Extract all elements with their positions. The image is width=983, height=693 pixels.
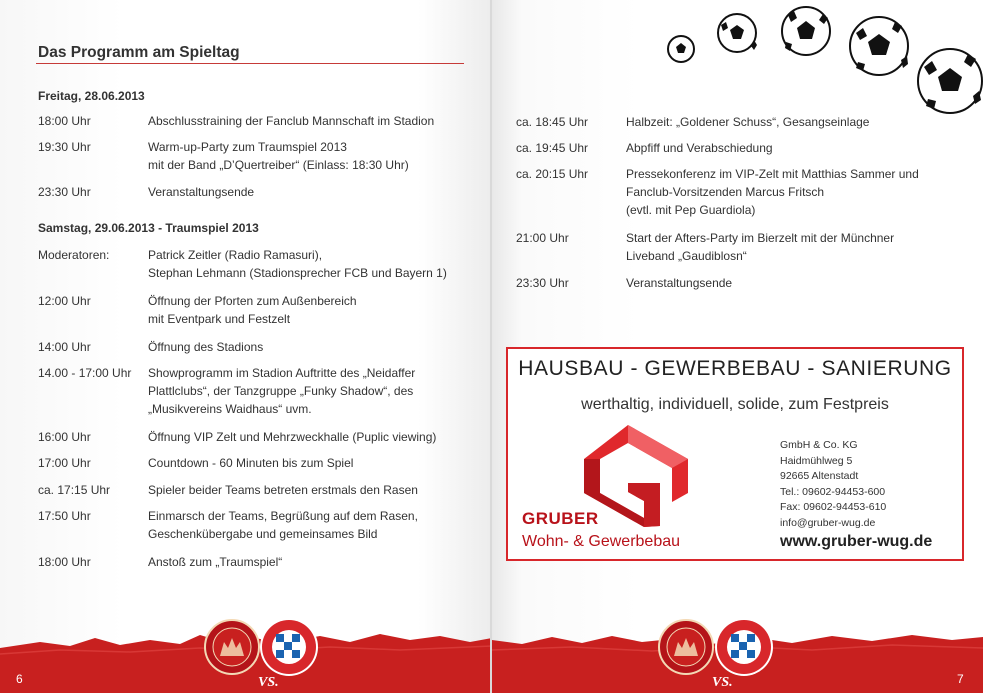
row-desc: Öffnung VIP Zelt und Mehrzweckhalle (Puplic viewing) — [148, 430, 437, 444]
row-desc: Abschlusstraining der Fanclub Mannschaft im Stadion — [148, 114, 435, 128]
gruber-logo-icon — [584, 425, 690, 527]
row-desc: Start der Afters-Party im Bierzelt mit der Münchner — [626, 231, 895, 245]
row-desc: Halbzeit: „Goldener Schuss“, Gesangseinlage — [626, 115, 870, 129]
ad-brand-name: GRUBER — [522, 509, 599, 528]
ad-website[interactable]: www.gruber-wug.de — [780, 533, 933, 550]
row-time: ca. 17:15 Uhr — [38, 483, 111, 497]
ad-subline: werthaltig, individuell, solide, zum Festpreis — [581, 396, 889, 413]
row-desc: Liveband „Gaudiblosn“ — [626, 249, 747, 263]
row-time: 23:30 Uhr — [516, 276, 569, 290]
row-desc: Öffnung des Stadions — [148, 340, 264, 354]
row-desc: Warm-up-Party zum Traumspiel 2013 — [148, 140, 347, 154]
row-desc: Veranstaltungsende — [626, 276, 733, 290]
page-number-left: 6 — [16, 672, 23, 686]
row-time: Moderatoren: — [38, 248, 110, 262]
row-desc: Pressekonferenz im VIP-Zelt mit Matthias Sammer und — [626, 167, 919, 181]
row-time: ca. 18:45 Uhr — [516, 115, 589, 129]
row-time: 12:00 Uhr — [38, 294, 91, 308]
ad-email[interactable]: info@gruber-wug.de — [780, 516, 876, 529]
row-time: ca. 20:15 Uhr — [516, 167, 589, 181]
football-icon — [668, 36, 694, 62]
footer-banner — [0, 610, 492, 693]
row-desc: Fanclub-Vorsitzenden Marcus Fritsch — [626, 185, 825, 199]
ad-brand-sub: Wohn- & Gewerbebau — [522, 533, 681, 550]
right-page — [492, 0, 983, 693]
football-icon — [850, 17, 908, 75]
ad-info-line: GmbH & Co. KG — [780, 439, 858, 451]
row-time: 21:00 Uhr — [516, 231, 569, 245]
row-desc: Patrick Zeitler (Radio Ramasuri), — [148, 248, 323, 262]
row-time: 16:00 Uhr — [38, 430, 91, 444]
row-desc: Öffnung der Pforten zum Außenbereich — [148, 294, 357, 308]
row-desc: Stephan Lehmann (Stadionsprecher FCB und Bayern 1) — [148, 266, 447, 280]
row-time: 17:50 Uhr — [38, 509, 91, 523]
page-heading: Das Programm am Spieltag — [38, 44, 240, 61]
ad-info-line: 92665 Altenstadt — [780, 470, 859, 482]
row-time: ca. 19:45 Uhr — [516, 141, 589, 155]
row-time: 19:30 Uhr — [38, 140, 91, 154]
row-desc: Einmarsch der Teams, Begrüßung auf dem Rasen, — [148, 509, 418, 523]
section-title-friday: Freitag, 28.06.2013 — [38, 89, 145, 103]
ad-headline: HAUSBAU - GEWERBEBAU - SANIERUNG — [518, 357, 952, 380]
football-decoration — [492, 0, 983, 120]
gruber-advertisement — [506, 347, 964, 561]
row-desc: Showprogramm im Stadion Auftritte des „Neidaffer — [148, 366, 416, 380]
fc-bayern-crest-icon — [715, 618, 773, 676]
row-desc: Countdown - 60 Minuten bis zum Spiel — [148, 456, 354, 470]
row-desc: Anstoß zum „Traumspiel“ — [148, 555, 283, 569]
fanclub-badge-icon — [659, 620, 713, 674]
ad-info-line: Haidmühlweg 5 — [780, 454, 853, 467]
vs-label: VS. — [712, 675, 733, 690]
page-number-right: 7 — [957, 672, 964, 686]
vs-label: VS. — [258, 675, 279, 690]
ad-contact-info — [780, 438, 886, 531]
row-time: 17:00 Uhr — [38, 456, 91, 470]
row-desc: Abpfiff und Verabschiedung — [626, 141, 773, 155]
row-desc: Plattlclubs“, der Tanzgruppe „Funky Shadow“, des — [148, 384, 414, 398]
row-desc: mit Eventpark und Festzelt — [148, 312, 291, 326]
row-time: 14:00 Uhr — [38, 340, 91, 354]
fanclub-badge-icon — [205, 620, 259, 674]
football-icon — [718, 14, 757, 52]
row-time: 23:30 Uhr — [38, 185, 91, 199]
row-time: 18:00 Uhr — [38, 114, 91, 128]
row-time: 18:00 Uhr — [38, 555, 91, 569]
row-desc: Geschenkübergabe und gemeinsames Bild — [148, 527, 378, 541]
row-desc: Veranstaltungsende — [148, 185, 255, 199]
row-desc: (evtl. mit Pep Guardiola) — [626, 203, 756, 217]
football-icon — [918, 49, 982, 113]
row-desc: „Musikvereins Waidhaus“ uvm. — [148, 402, 312, 416]
ad-info-line: Tel.: 09602-94453-600 — [780, 485, 886, 498]
fc-bayern-crest-icon — [260, 618, 318, 676]
footer-banner — [492, 610, 983, 693]
ad-info-line: Fax: 09602-94453-610 — [780, 501, 887, 513]
section-title-saturday: Samstag, 29.06.2013 - Traumspiel 2013 — [38, 221, 259, 235]
football-icon — [782, 7, 830, 55]
row-time: 14.00 - 17:00 Uhr — [38, 366, 132, 380]
row-desc: Spieler beider Teams betreten erstmals den Rasen — [148, 483, 418, 497]
row-desc: mit der Band „D’Quertreiber“ (Einlass: 18:30 Uhr) — [148, 158, 409, 172]
heading-divider — [36, 63, 464, 64]
